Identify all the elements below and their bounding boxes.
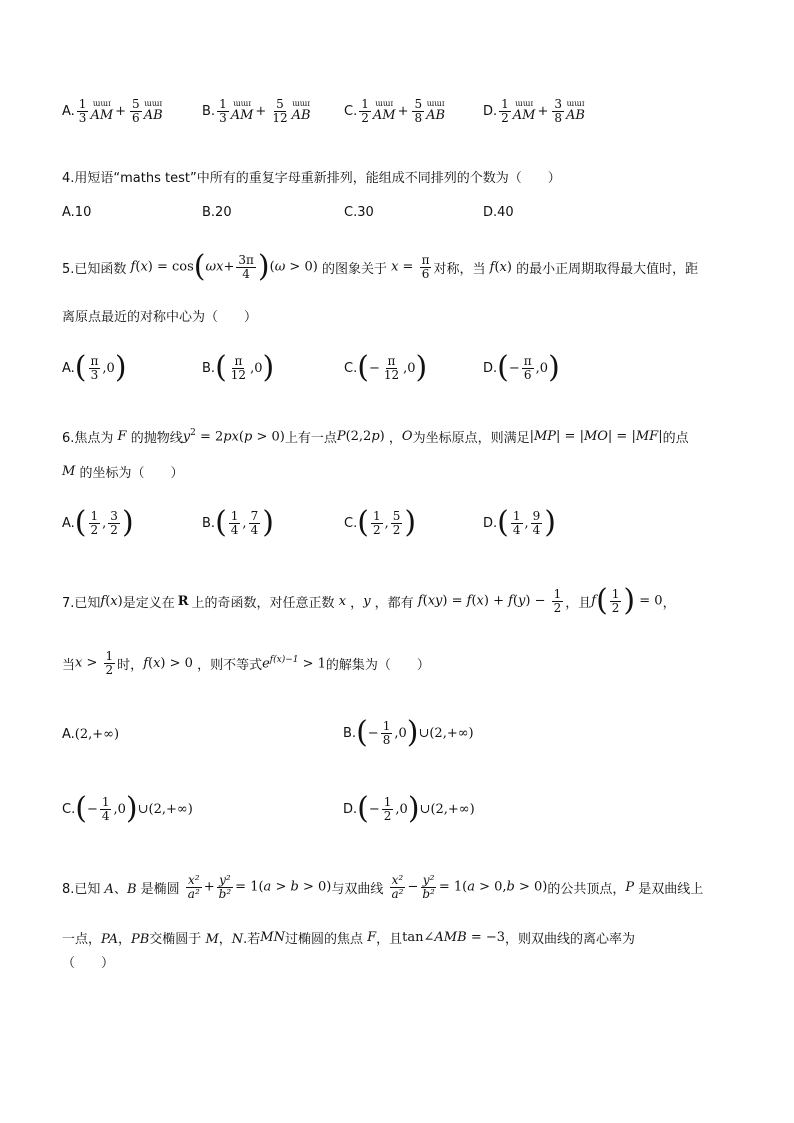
q3-option-d: D. $\frac{1}{2}$ ɯɯɪ AM + $\frac{3}{8}$ ɯɯɪ AB xyxy=(483,97,585,125)
q8-stem-line3: （ ） xyxy=(62,956,115,971)
q7-stem-line2 xyxy=(62,650,430,676)
q8-text: 交椭圆于 xyxy=(149,932,202,947)
q6-focus: F xyxy=(113,429,131,444)
q6-text: 上有一点 xyxy=(284,431,337,446)
q4-option-b: B.20 xyxy=(202,205,232,220)
option-label: D. xyxy=(483,515,498,531)
option-label: B. xyxy=(202,360,216,376)
q7-text: 的解集为（ ） xyxy=(325,657,430,673)
q7-domain: x > $\frac{1}{2}$ xyxy=(75,649,114,677)
q6-text: ， xyxy=(388,431,402,446)
q8-segment: MN xyxy=(260,930,285,945)
q7-text: 当 xyxy=(62,657,76,673)
q6-origin: O xyxy=(401,429,413,444)
q6-stem-line1 xyxy=(62,427,689,446)
q7-text: ，都有 xyxy=(374,595,414,611)
q8-lines: PA，PB xyxy=(101,932,150,947)
q5-function: f(x) = cos(ωx+ $\frac{3\pi}{4}$ )(ω > 0) xyxy=(126,249,318,284)
q7-text: 时， xyxy=(117,657,144,673)
q8-ellipse: $\frac{\text{x²}}{\text{a²}}$ + $\frac{\text{y²}}{\text{b²}}$ = 1(a > b > 0) xyxy=(187,873,332,901)
q7-option-b: B. ( − $\frac{1}{8}$ ,0 ) ∪(2,+∞) xyxy=(343,715,474,750)
q8-stem-line1 xyxy=(62,874,703,900)
q8-text: 过椭圆的焦点 xyxy=(284,932,363,947)
option-label: B. xyxy=(343,725,357,741)
q6-text: 为坐标原点，则满足 xyxy=(412,431,530,446)
q7-text: ， xyxy=(350,595,364,611)
q6-text: 的抛物线 xyxy=(130,431,183,446)
q7-reals: R xyxy=(177,593,189,609)
option-label: A. xyxy=(62,515,75,531)
q8-text: 一点， xyxy=(62,932,102,947)
q6-stem-line2 xyxy=(62,462,183,481)
q8-text: 是椭圆 xyxy=(140,881,180,897)
q5-text: 5.已知函数 xyxy=(62,261,127,277)
q7-condition: f( $\frac{1}{2}$ ) = 0 xyxy=(591,583,663,618)
q8-text: 的公共顶点， xyxy=(547,881,626,897)
q6-condition: |MP| = |MO| = |MF| xyxy=(529,429,663,444)
q5-option-c: C. ( − $\frac{\pi}{12}$ ,0 ) xyxy=(344,350,428,385)
q5-option-b: B. ( $\frac{\pi}{12}$ ,0 ) xyxy=(202,350,275,385)
q8-points: A、B xyxy=(100,881,141,897)
q6-text: 的点 xyxy=(662,431,689,446)
q8-p: P xyxy=(625,879,639,895)
q3-option-c: C. $\frac{1}{2}$ ɯɯɪ AM + $\frac{5}{8}$ ɯɯɪ AB xyxy=(344,97,446,125)
q6-text: 6.焦点为 xyxy=(62,431,114,446)
q4-stem: 4.用短语“maths test”中所有的重复字母重新排列，能组成不同排列的个数为（ ） xyxy=(62,171,561,186)
q6-option-c: C. ( $\frac{1}{2}$ , $\frac{5}{2}$ ) xyxy=(344,505,417,540)
q7-text: 是定义在 xyxy=(122,595,175,611)
option-label: C. xyxy=(344,360,358,376)
q8-text: ，且 xyxy=(376,932,403,947)
q6-option-a: A. ( $\frac{1}{2}$ , $\frac{3}{2}$ ) xyxy=(62,505,134,540)
q5-stem-line2: 离原点最近的对称中心为（ ） xyxy=(62,310,258,325)
q8-stem-line2 xyxy=(62,928,635,947)
q6-text: 的坐标为（ ） xyxy=(79,466,184,481)
q8-hyperbola: $\frac{\text{x²}}{\text{a²}}$ − $\frac{\text{y²}}{\text{b²}}$ = 1(a > 0,b > 0) xyxy=(391,873,548,901)
q6-m: M xyxy=(62,464,80,479)
option-label: A. xyxy=(62,727,75,742)
q7-text: ，且 xyxy=(565,595,592,611)
option-label: A. xyxy=(62,103,75,119)
q7-option-d: D. ( − $\frac{1}{2}$ ,0 ) ∪(2,+∞) xyxy=(343,791,475,826)
q4-option-d: D.40 xyxy=(483,205,514,220)
q8-text: ，则双曲线的离心率为 xyxy=(505,932,636,947)
q5-text: 的图象关于 xyxy=(321,261,387,277)
q7-text: 上的奇函数，对任意正数 xyxy=(191,595,335,611)
q8-focus: F xyxy=(363,930,377,945)
q8-text: 是双曲线上 xyxy=(638,881,704,897)
q7-text: ，则不等式 xyxy=(197,657,263,673)
q5-stem-line1 xyxy=(62,249,699,284)
option-label: B. xyxy=(202,103,216,119)
q7-text: 7.已知 xyxy=(62,595,101,611)
option-label: D. xyxy=(483,360,498,376)
option-label: A. xyxy=(62,360,75,376)
q3-option-a: A. $\frac{1}{3}$ ɯɯɪ AM + $\frac{5}{6}$ ɯɯɪ AB xyxy=(62,97,163,125)
q7-stem-line1 xyxy=(62,583,676,618)
q5-text: 的最小正周期取得最大值时，距 xyxy=(516,261,699,277)
q7-fx: f(x) xyxy=(100,593,123,609)
option-label: D. xyxy=(343,801,358,817)
q8-text: .若 xyxy=(243,932,261,947)
q8-text: 与双曲线 xyxy=(331,881,384,897)
q6-parabola: $y^2 = 2px(p > 0)$ xyxy=(182,428,285,445)
q7-x: x xyxy=(334,593,351,609)
q8-text: 8.已知 xyxy=(62,881,101,897)
q6-option-d: D. ( $\frac{1}{4}$ , $\frac{9}{4}$ ) xyxy=(483,505,557,540)
q6-option-b: B. ( $\frac{1}{4}$ , $\frac{7}{4}$ ) xyxy=(202,505,274,540)
q7-y: y xyxy=(363,593,375,609)
q7-text: ， xyxy=(662,595,676,611)
q5-option-d: D. ( − $\frac{\pi}{6}$ ,0 ) xyxy=(483,350,560,385)
q5-option-a: A. ( $\frac{\pi}{3}$ ,0 ) xyxy=(62,350,127,385)
q5-axis: x = $\frac{\pi}{6}$ xyxy=(386,252,430,281)
q7-option-c: C. ( − $\frac{1}{4}$ ,0 ) ∪(2,+∞) xyxy=(62,791,193,826)
option-label: B. xyxy=(202,515,216,531)
q4-option-c: C.30 xyxy=(344,205,374,220)
option-label: C. xyxy=(344,103,358,119)
q7-inequality: $e^{f(x)-1} > 1$ xyxy=(262,654,326,672)
option-label: C. xyxy=(62,801,76,817)
q6-point: P(2,2p) xyxy=(336,429,385,444)
q3-option-b: B. $\frac{1}{3}$ ɯɯɪ AM + $\frac{5}{12}$ ɯɯɪ AB xyxy=(202,97,311,125)
q8-mn: M，N xyxy=(201,932,244,947)
q7-positive: f(x) > 0 xyxy=(143,655,193,671)
q7-option-a: A. (2,+∞) xyxy=(62,727,120,742)
option-label: C. xyxy=(344,515,358,531)
q8-tan: tan∠AMB = −3 xyxy=(402,930,506,945)
option-label: D. xyxy=(483,103,498,119)
q4-option-a: A.10 xyxy=(62,205,92,220)
q5-fx: f(x) xyxy=(485,259,512,275)
q5-text: 对称，当 xyxy=(433,261,486,277)
q7-equation: f(xy) = f(x) + f(y) − $\frac{1}{2}$ xyxy=(413,586,562,615)
